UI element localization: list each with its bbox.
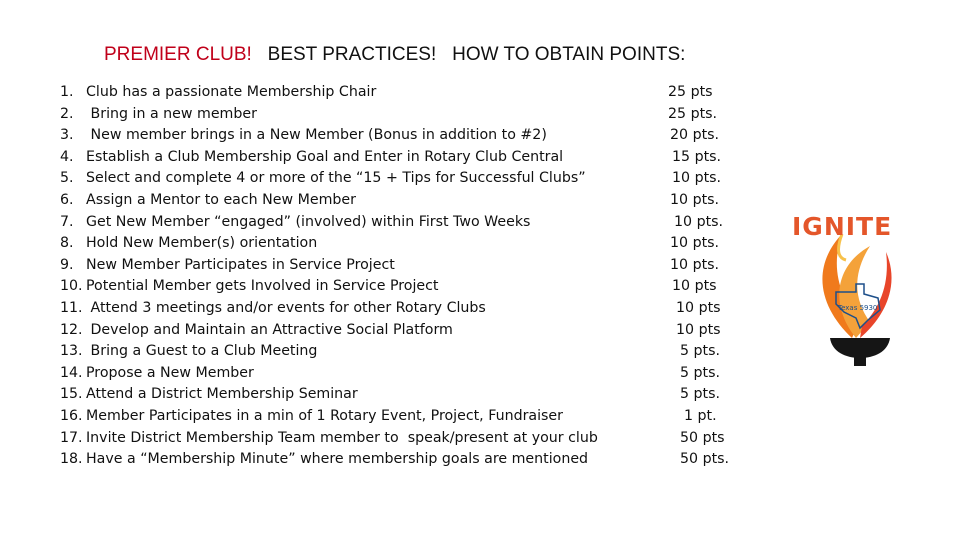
item-text: Have a “Membership Minute” where membership goals are mentioned [86,451,589,468]
item-text: Invite District Membership Team member to speak/present at your club [86,429,598,446]
list-item [60,125,740,147]
list-item [60,384,740,406]
item-text: Bring in a new member [86,105,257,122]
item-number: 2. [60,105,74,122]
how-to-obtain-label: HOW TO OBTAIN POINTS: [452,44,686,65]
item-text: Club has a passionate Membership Chair [86,84,377,100]
item-text: Hold New Member(s) orientation [86,235,318,252]
item-text: Potential Member gets Involved in Service Project [86,278,439,295]
item-text: Member Participates in a min of 1 Rotary Event, Project, Fundraiser [86,407,563,424]
item-number: 10. [60,278,83,295]
item-points: 50 pts [680,429,725,446]
item-number: 4. [60,148,74,165]
item-number: 15. [60,386,83,403]
item-text: New member brings in a New Member (Bonus in addition to #2) [86,127,547,144]
item-points: 5 pts. [680,364,721,381]
item-number: 12. [60,321,83,338]
item-points: 50 pts. [680,451,730,468]
item-points: 10 pts [676,321,721,338]
item-text: Get New Member “engaged” (involved) within First Two Weeks [86,213,531,230]
page-title [104,44,685,66]
item-number: 1. [60,84,74,100]
logo-wordmark: IGNITE [792,212,893,241]
item-points: 5 pts. [680,343,721,360]
list-item [60,255,740,277]
item-points: 5 pts. [680,386,721,403]
practices-list [60,82,740,471]
item-number: 3. [60,127,74,144]
item-text: Attend a District Membership Seminar [86,386,358,403]
item-text: Establish a Club Membership Goal and Enter in Rotary Club Central [86,148,564,165]
item-number: 11. [60,299,83,316]
item-number: 14. [60,364,83,381]
item-text: Assign a Mentor to each New Member [86,191,356,208]
item-points: 10 pts. [670,191,720,208]
item-points: 20 pts. [670,127,720,144]
item-text: New Member Participates in Service Project [86,256,395,273]
ignite-logo [790,188,930,368]
list-item [60,428,740,450]
list-item [60,276,740,298]
list-item [60,212,740,234]
list-item [60,298,740,320]
item-number: 18. [60,451,83,468]
logo-district: Texas 5930 [838,304,878,312]
item-number: 16. [60,407,83,424]
list-item [60,406,740,428]
item-number: 6. [60,191,74,208]
item-text: Attend 3 meetings and/or events for other Rotary Clubs [86,299,486,316]
item-number: 9. [60,256,74,273]
list-item [60,168,740,190]
item-points: 15 pts. [672,148,722,165]
item-number: 7. [60,213,74,230]
premier-club-label: PREMIER CLUB! [104,44,252,65]
item-number: 5. [60,170,74,187]
item-text: Bring a Guest to a Club Meeting [86,343,318,360]
item-points: 10 pts. [670,235,720,252]
item-number: 17. [60,429,83,446]
list-item [60,190,740,212]
list-item [60,320,740,342]
item-points: 25 pts. [668,105,718,122]
item-number: 8. [60,235,74,252]
item-text: Develop and Maintain an Attractive Social Platform [86,321,453,338]
item-text: Propose a New Member [86,364,254,381]
item-points: 10 pts [672,278,717,295]
list-item [60,147,740,169]
item-text: Select and complete 4 or more of the “15 + Tips for Successful Clubs” [86,170,586,187]
item-points: 10 pts [676,299,721,316]
item-points: 10 pts. [674,213,724,230]
item-points: 10 pts. [670,256,720,273]
list-item [60,104,740,126]
list-item [60,82,740,104]
item-points: 1 pt. [684,407,717,424]
list-item [60,363,740,385]
list-item [60,233,740,255]
item-points: 25 pts [668,84,713,100]
item-number: 13. [60,343,83,360]
list-item [60,341,740,363]
list-item [60,449,740,471]
item-points: 10 pts. [672,170,722,187]
best-practices-label: BEST PRACTICES! [267,44,437,65]
